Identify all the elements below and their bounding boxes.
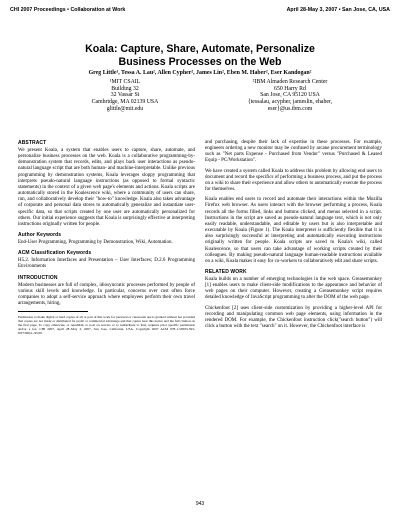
affiliation-line: ²IBM Almaden Research Center	[252, 79, 328, 85]
introduction-heading: INTRODUCTION	[18, 274, 58, 281]
right-paragraph-1: and purchasing, despite their lack of expertise in these processes. For example, engineers ordering a new monitor may be confused by arcane procurement terminology such as "Net parts Expense - Purchased from Vendor" versus "Purchased & Leased Equip - PC/Workstation".	[205, 140, 382, 164]
affiliation-line: ¹MIT CSAIL	[109, 79, 141, 85]
right-paragraph-2: We have created a system called Koala to address this problem by allowing end users to document and record the specifics of performing a business process, and put the process on a wiki to share their experience and allow others to automatically execute the process for themselves.	[205, 168, 382, 193]
affiliation-mit	[70, 79, 180, 113]
right-paragraph-3: Koala enables end users to record and automate their interactions within the Mozilla Firefox web browser. As users interact with the browser performing a process, Koala records all the forms filled, links and buttons clicked, and menus selected in a script. Instructions in the script are saved as pseudo-natural language text, which is not only easily readable, understandable, and editable by users but is also interpretable and executable by Koala (Figure 1). The Koala interpreter is sufficiently flexible that it is also surprisingly successful at interpreting and automatically executing instructions originally written for people. Koala scripts are saved to Koala's wiki, called Koalescence, so that users can take advantage of working scripts created by their colleagues. By making pseudo-natural language human-readable instructions available on a wiki, Koala makes it easy for co-workers to collaboratively edit and share scripts.	[205, 197, 382, 264]
footnote-rule	[18, 311, 88, 312]
running-head-right: April 28-May 3, 2007 • San Jose, CA, USA	[286, 7, 390, 13]
page-number: 943	[195, 501, 205, 507]
left-column	[18, 140, 195, 335]
affiliation-line: 650 Harry Rd	[274, 85, 306, 92]
affiliation-line: Cambridge, MA 02139 USA	[91, 99, 159, 106]
affiliation-line: 32 Vassar St	[110, 92, 140, 99]
author-email: glittle@mit.edu	[106, 105, 144, 112]
acm-classification-text: H5.2. Information Interfaces and Presentation – User Interfaces; D.2.6 Programming Environments	[18, 258, 195, 270]
title-line-2: Business Processes on the Web	[118, 55, 282, 68]
acm-classification-heading: ACM Classification Keywords	[18, 250, 92, 257]
author-keywords-text: End-User Programming, Programming by Demonstration, Wiki, Automation.	[18, 240, 173, 246]
affiliation-ibm	[230, 79, 350, 113]
running-head-left: CHI 2007 Proceedings • Collaboration at Work	[10, 7, 126, 13]
author-email: eser}@us.ibm.com	[267, 105, 313, 112]
abstract-heading: ABSTRACT	[18, 140, 47, 146]
affiliation-line: Building 32	[111, 85, 139, 92]
related-work-paragraph-1: Koala builds on a number of emerging technologies in the web space. Greasemonkey [1] enables users to make client-side modifications to the appearance and behavior of web pages on their computer. However, creating a Greasemonkey script requires detailed knowledge of JavaScript programming to alter the DOM of the web page.	[205, 276, 382, 301]
introduction-text: Modern businesses are full of complex, idiosyncratic processes performed by people of various skill levels and knowledge. In particular, concerns over cost often force companies to adopt a self-service approach where employees perform their own travel arrangements, hiring,	[18, 282, 195, 306]
right-column	[205, 140, 382, 334]
affiliation-line: San Jose, CA 95120 USA	[260, 92, 320, 99]
related-work-paragraph-2: Chickenfoot [2] uses client-side customization by providing a higher-level API for recording and manipulating common web page elements, using information in the rendered DOM. For example, the Chickenfoot instruction click("search button") will click a button with the text "search" on it. However, the Chickenfoot interface is	[205, 305, 382, 330]
paper-title	[20, 43, 380, 68]
related-work-heading: RELATED WORK	[205, 268, 247, 275]
author-email: {tessalau, acypher, jameslin, ehaber,	[247, 99, 333, 106]
copyright-notice: Permission to make digital or hard copies of all or part of this work for personal or classroom use is granted without fee provided that copies are not made or distributed for profit or commercial advantage and that copies bear this notice and the full citation on the first page. To copy otherwise, or republish, to post on servers or to redistribute to lists, requires prior specific permission and/or a fee. CHI 2007, April 28–May 3, 2007, San Jose, California, USA. Copyright 2007 ACM 978-1-59593-593-9/07/0004...$5.00.	[18, 315, 195, 336]
author-list: Greg Little¹, Tessa A. Lau², Allen Cypher², James Lin², Eben M. Haber², Eser Kandogan²	[88, 70, 312, 76]
running-head	[10, 7, 390, 15]
author-keywords-heading: Author Keywords	[18, 232, 62, 239]
title-line-1: Koala: Capture, Share, Automate, Personalize	[85, 43, 315, 55]
abstract-text: We present Koala, a system that enables users to capture, share, automate, and personalize business processes on the web. Koala is a collaborative programming-by-demonstration system that records, edits, and plays back user interactions as pseudo-natural language script that are both human- and machine-interpretable. Unlike previous programming by demonstration systems, Koala leverages sloppy programming that interprets pseudo-natural language instructions (as opposed to formal syntactic statements) in the context of a given web page's elements and actions. Koala scripts are automatically stored in the Koalescence wiki, where a community of users can share, run, and collaboratively develop their "how-to" knowledge. Koala also takes advantage of corporate and personal data stores to automatically generalize and instantiate user-specific data, so that scripts created by one user are automatically personalized for others. Our initial experience suggests that Koala is surprisingly effective at interpreting instructions originally written for people.	[18, 148, 195, 227]
